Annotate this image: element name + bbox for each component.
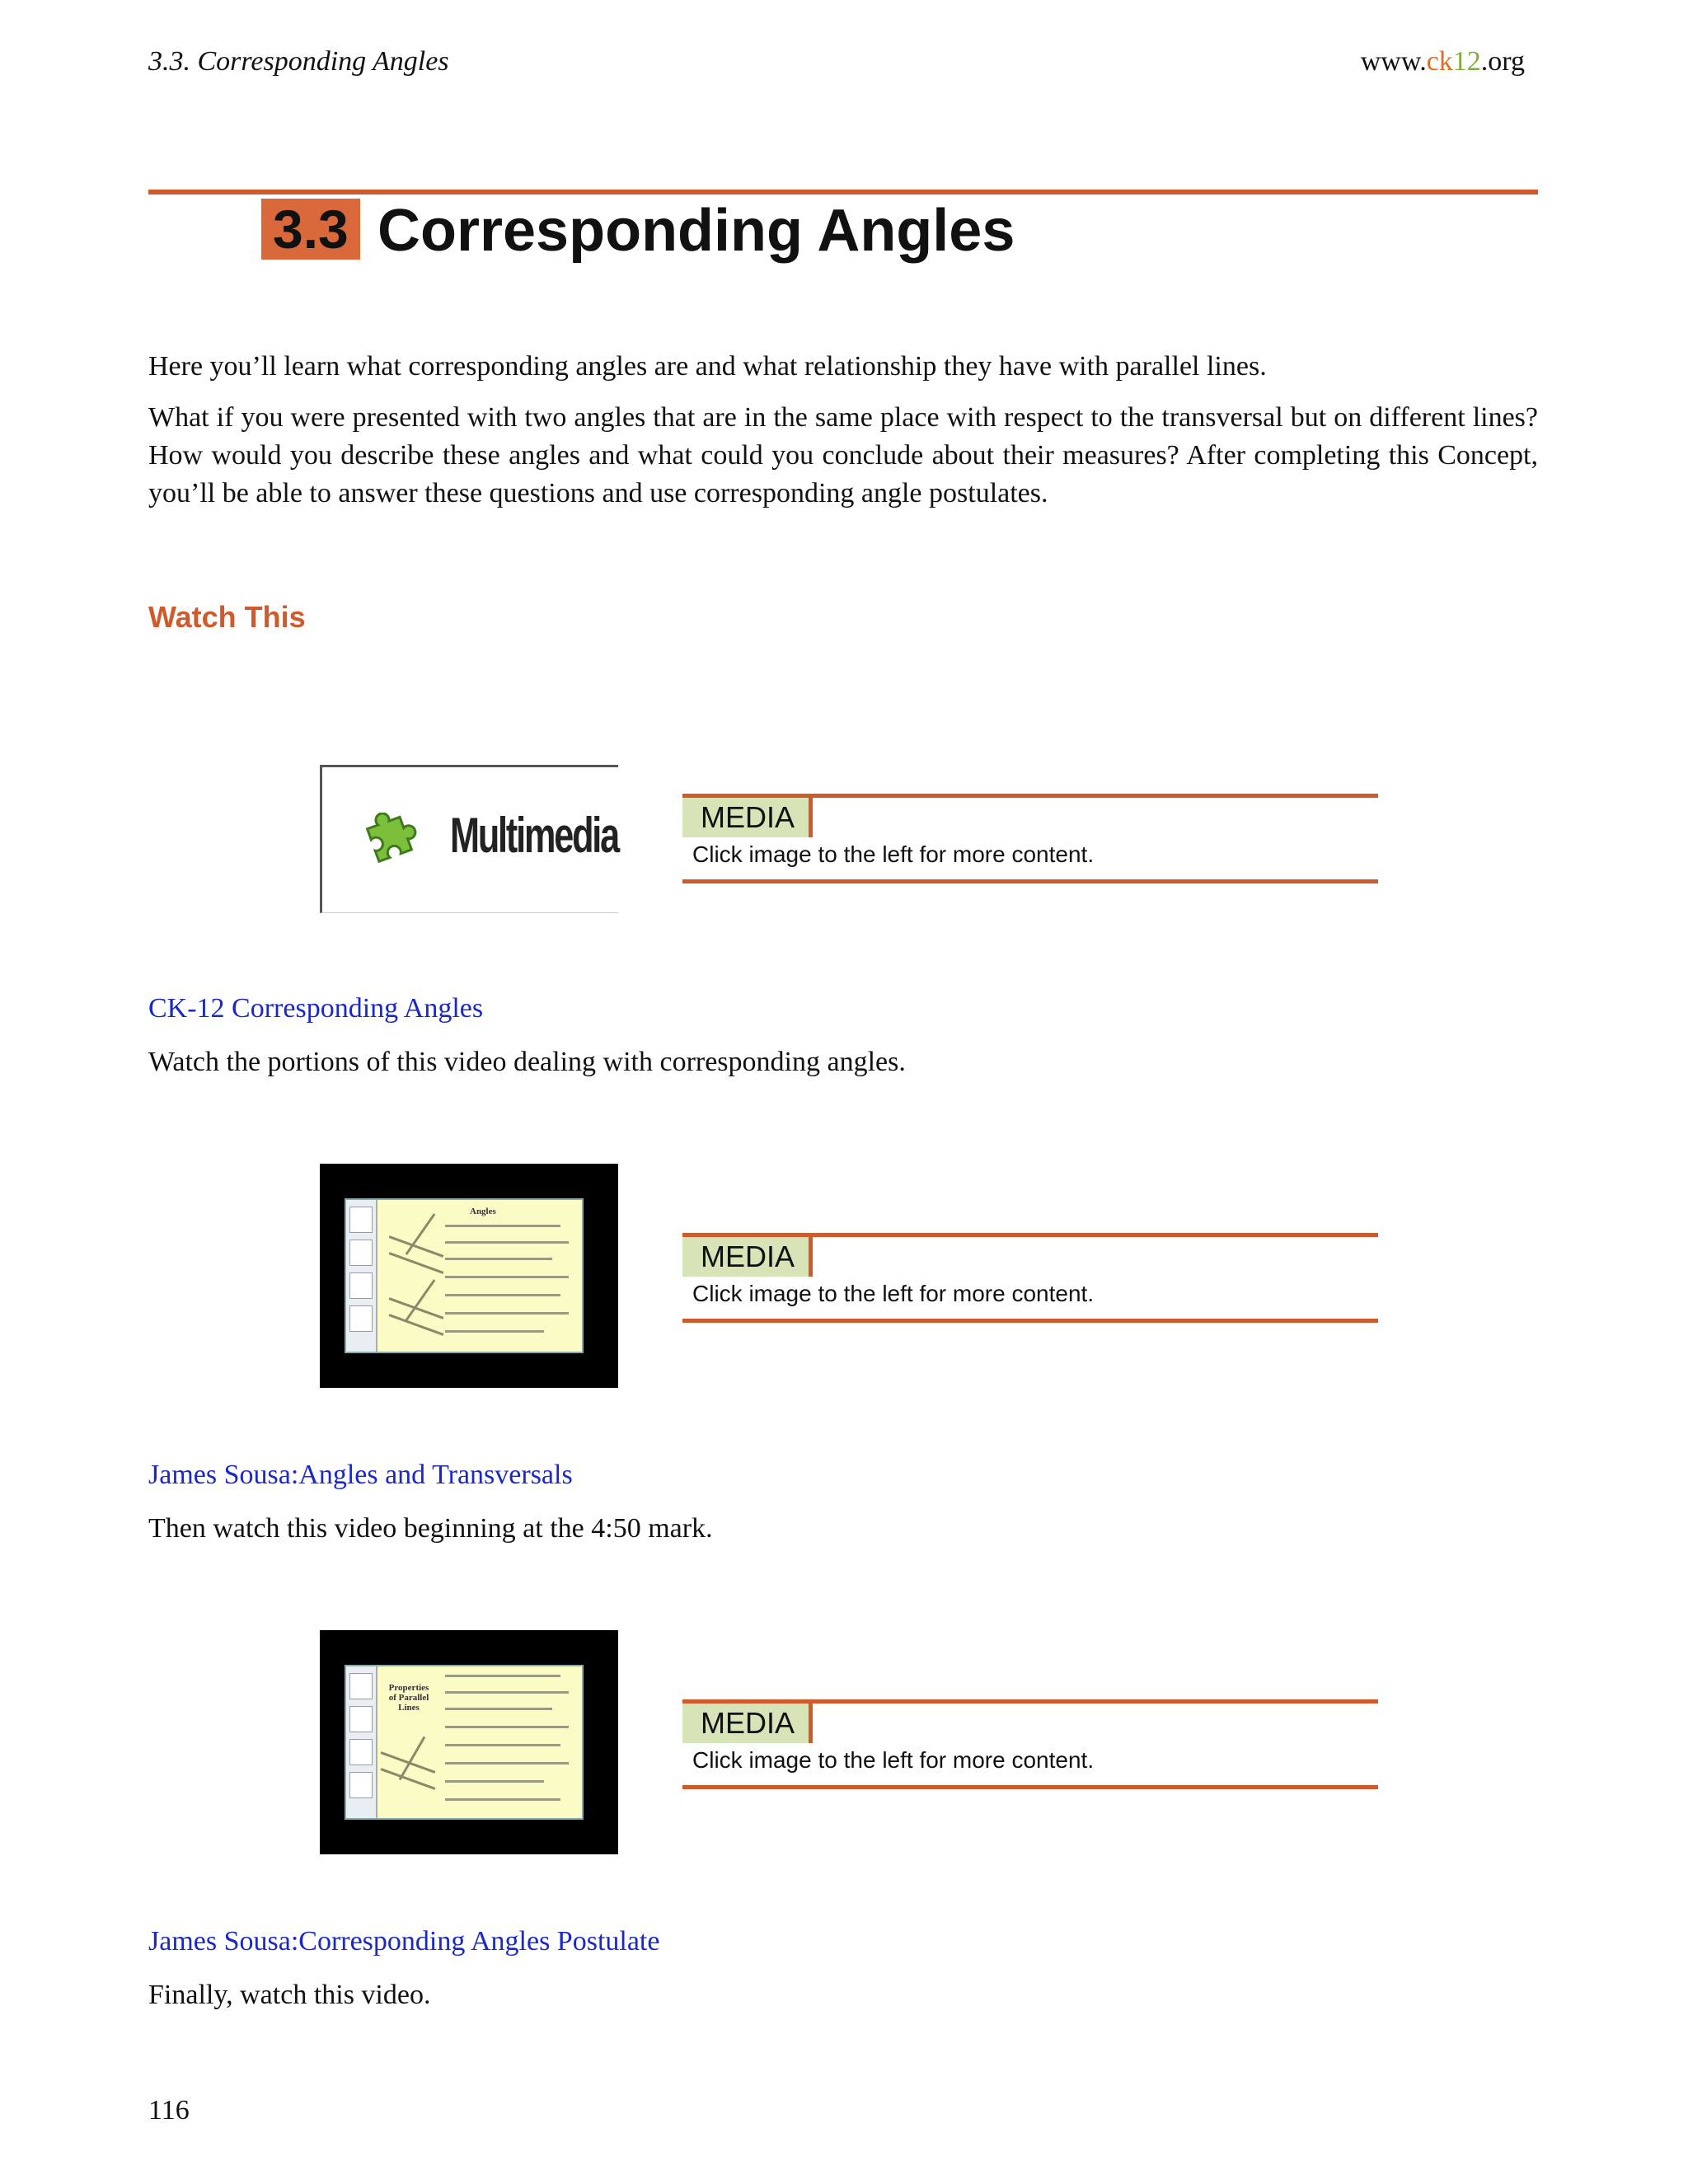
media-bottom-rule — [682, 879, 1378, 883]
intro-paragraph-2: What if you were presented with two angles that are in the same place with respect to the transversal but on different lines? How would you describe these angles and what could you conclude about their measures? After completing this Concept, you’ll be able to answer these questions and use corresponding angle postulates. — [148, 402, 1538, 509]
multimedia-label: Multimedia — [450, 808, 619, 863]
video-link-1[interactable]: CK-12 Corresponding Angles — [148, 993, 484, 1024]
puzzle-icon — [362, 813, 424, 872]
media-bottom-rule — [682, 1785, 1378, 1789]
media-thumbnail-1[interactable] — [320, 765, 618, 913]
video-screen — [345, 1665, 584, 1820]
video-link-3[interactable]: James Sousa:Corresponding Angles Postulate — [148, 1926, 660, 1957]
slide-sidebar — [346, 1200, 377, 1352]
slide-title: Properties of Parallel Lines — [388, 1683, 429, 1713]
site-suffix: .org — [1480, 46, 1525, 77]
intro-paragraph-1: Here you’ll learn what corresponding angles are and what relationship they have with parallel lines. — [148, 351, 1267, 382]
media-bottom-rule — [682, 1319, 1378, 1323]
chapter-title: Corresponding Angles — [377, 198, 1015, 264]
media-tab: MEDIA — [682, 1704, 813, 1743]
site-prefix: www. — [1360, 46, 1427, 77]
video-link-2[interactable]: James Sousa:Angles and Transversals — [148, 1460, 573, 1490]
running-header-section: 3.3. Corresponding Angles — [148, 46, 449, 77]
media-thumbnail-2[interactable] — [320, 1164, 618, 1388]
media-caption: Click image to the left for more content. — [692, 1747, 1095, 1773]
media-tab: MEDIA — [682, 798, 813, 837]
watch-this-heading: Watch This — [148, 600, 306, 634]
media-caption: Click image to the left for more content. — [692, 1281, 1095, 1306]
media-caption: Click image to the left for more content. — [692, 841, 1095, 867]
running-header-site[interactable] — [1361, 46, 1525, 77]
chapter-number: 3.3 — [261, 199, 360, 260]
video-instruction-2: Then watch this video beginning at the 4:50 mark. — [148, 1513, 713, 1544]
site-12: 12 — [1452, 46, 1481, 77]
page-number: 116 — [148, 2095, 190, 2125]
media-thumbnail-3[interactable] — [320, 1630, 618, 1854]
video-instruction-3: Finally, watch this video. — [148, 1980, 431, 2010]
video-screen — [345, 1198, 584, 1353]
slide-title: Angles — [470, 1207, 496, 1216]
site-ck: ck — [1426, 46, 1453, 77]
slide-sidebar — [346, 1666, 377, 1818]
video-instruction-1: Watch the portions of this video dealing with corresponding angles. — [148, 1047, 906, 1077]
media-tab: MEDIA — [682, 1237, 813, 1277]
